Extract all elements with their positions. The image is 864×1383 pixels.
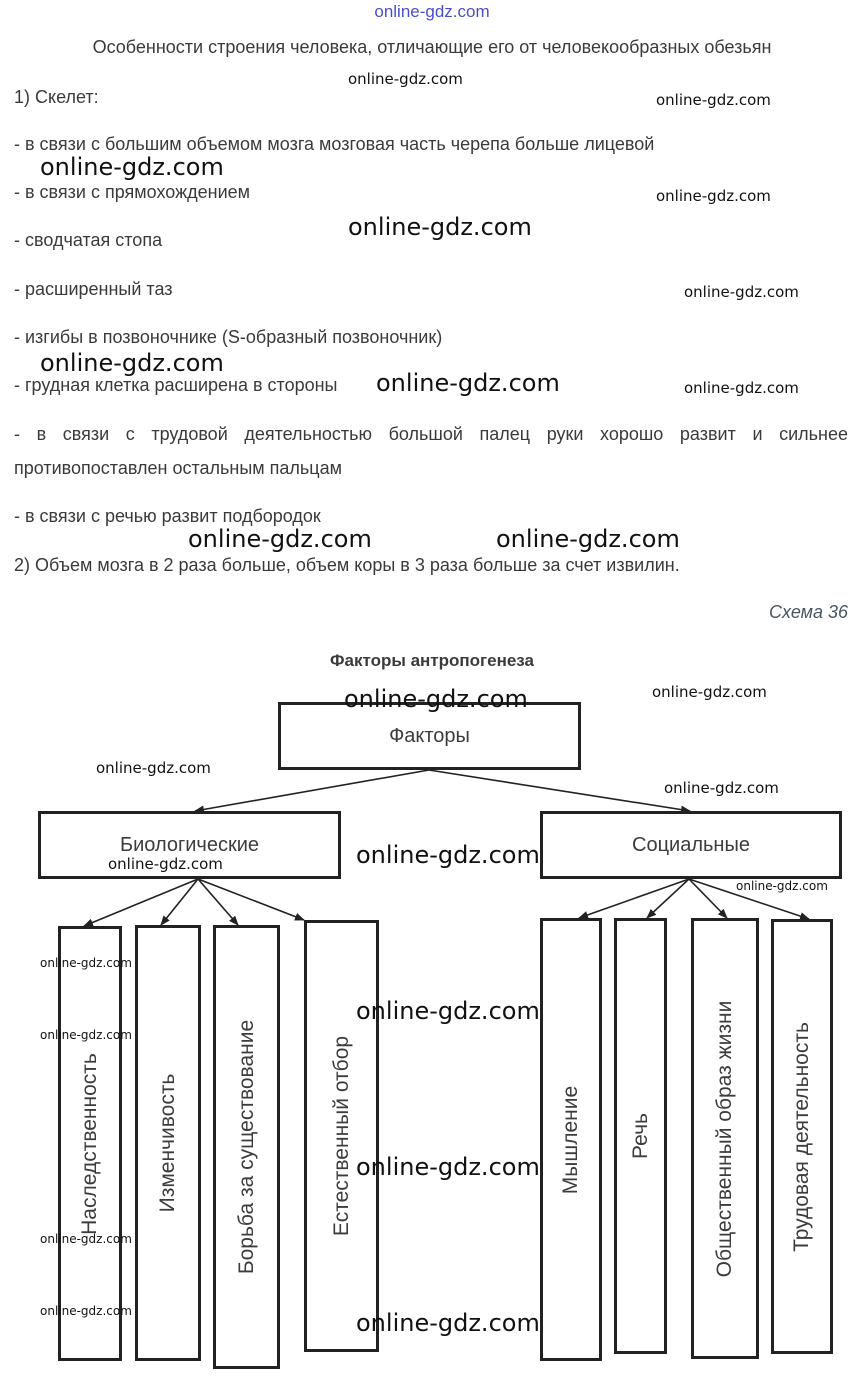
speech-label: Речь — [628, 1113, 652, 1159]
brain-point: 2) Объем мозга в 2 раза больше, объем коры в 3 раза больше за счет извилин. — [14, 555, 680, 575]
social-factors-label: Социальные — [632, 833, 750, 856]
variability-box — [135, 925, 201, 1361]
watermark: online-gdz.com — [652, 683, 767, 701]
heredity-label: Наследственность — [78, 1052, 101, 1235]
watermark: online-gdz.com — [656, 187, 771, 205]
list-item: - в связи с речью развит подбородок — [14, 506, 321, 526]
watermark: online-gdz.com — [348, 70, 463, 88]
skeleton-heading: 1) Скелет: — [14, 87, 99, 107]
watermark: online-gdz.com — [684, 379, 799, 397]
list-item: - сводчатая стопа — [14, 230, 163, 250]
scheme-label: Схема 36 — [769, 602, 848, 622]
social-lifestyle-label: Общественный образ жизни — [713, 1000, 736, 1277]
list-item-continuation: противопоставлен остальным пальцам — [14, 458, 342, 478]
natural-selection-box — [304, 920, 379, 1352]
watermark: online-gdz.com — [348, 213, 532, 241]
watermark: online-gdz.com — [96, 759, 211, 777]
watermark: online-gdz.com — [376, 369, 560, 397]
list-item: - изгибы в позвоночнике (S-образный позвоночник) — [14, 327, 443, 347]
watermark: online-gdz.com — [736, 879, 828, 893]
factors-root-label: Факторы — [389, 724, 470, 747]
list-item: - расширенный таз — [14, 279, 173, 299]
watermark: online-gdz.com — [356, 841, 540, 869]
social-factors-box — [540, 811, 842, 879]
watermark: online-gdz.com — [40, 1028, 132, 1042]
watermark: online-gdz.com — [664, 779, 779, 797]
labor-activity-box — [771, 919, 833, 1354]
watermark: online-gdz.com — [40, 956, 132, 970]
figure-title: Факторы антропогенеза — [330, 651, 534, 670]
watermark: online-gdz.com — [40, 1304, 132, 1318]
watermark: online-gdz.com — [684, 283, 799, 301]
watermark: online-gdz.com — [656, 91, 771, 109]
thinking-label: Мышление — [559, 1085, 582, 1194]
watermark: online-gdz.com — [496, 525, 680, 553]
biological-factors-label: Биологические — [119, 833, 260, 856]
watermark: online-gdz.com — [40, 153, 224, 181]
social-lifestyle-box — [691, 918, 759, 1359]
list-item: - в связи с большим объемом мозга мозговая часть черепа больше лицевой — [14, 134, 655, 154]
heredity-box — [58, 926, 122, 1361]
list-item: - грудная клетка расширена в стороны — [14, 375, 338, 395]
watermark: online-gdz.com — [356, 997, 540, 1025]
watermark: online-gdz.com — [356, 1153, 540, 1181]
watermark: online-gdz.com — [40, 349, 224, 377]
watermark: online-gdz.com — [40, 1232, 132, 1246]
watermark: online-gdz.com — [188, 525, 372, 553]
struggle-for-existence-label: Борьба за существование — [234, 1019, 258, 1275]
watermark: online-gdz.com — [344, 685, 528, 713]
list-item: - в связи с прямохождением — [14, 182, 251, 202]
thinking-box — [540, 918, 602, 1361]
labor-activity-label: Трудовая деятельность — [790, 1021, 813, 1252]
list-item: - в связи с трудовой деятельностью большой палец руки хорошо развит и сильнее — [14, 424, 848, 444]
watermark: online-gdz.com — [356, 1309, 540, 1337]
natural-selection-label: Естественный отбор — [329, 1035, 353, 1237]
page-title: Особенности строения человека, отличающие его от человекообразных обезьян — [92, 37, 772, 57]
site-header-link[interactable]: online-gdz.com — [374, 2, 490, 21]
speech-box — [614, 918, 667, 1354]
variability-label: Изменчивость — [156, 1073, 179, 1213]
struggle-for-existence-box — [213, 925, 280, 1369]
watermark: online-gdz.com — [108, 855, 223, 873]
